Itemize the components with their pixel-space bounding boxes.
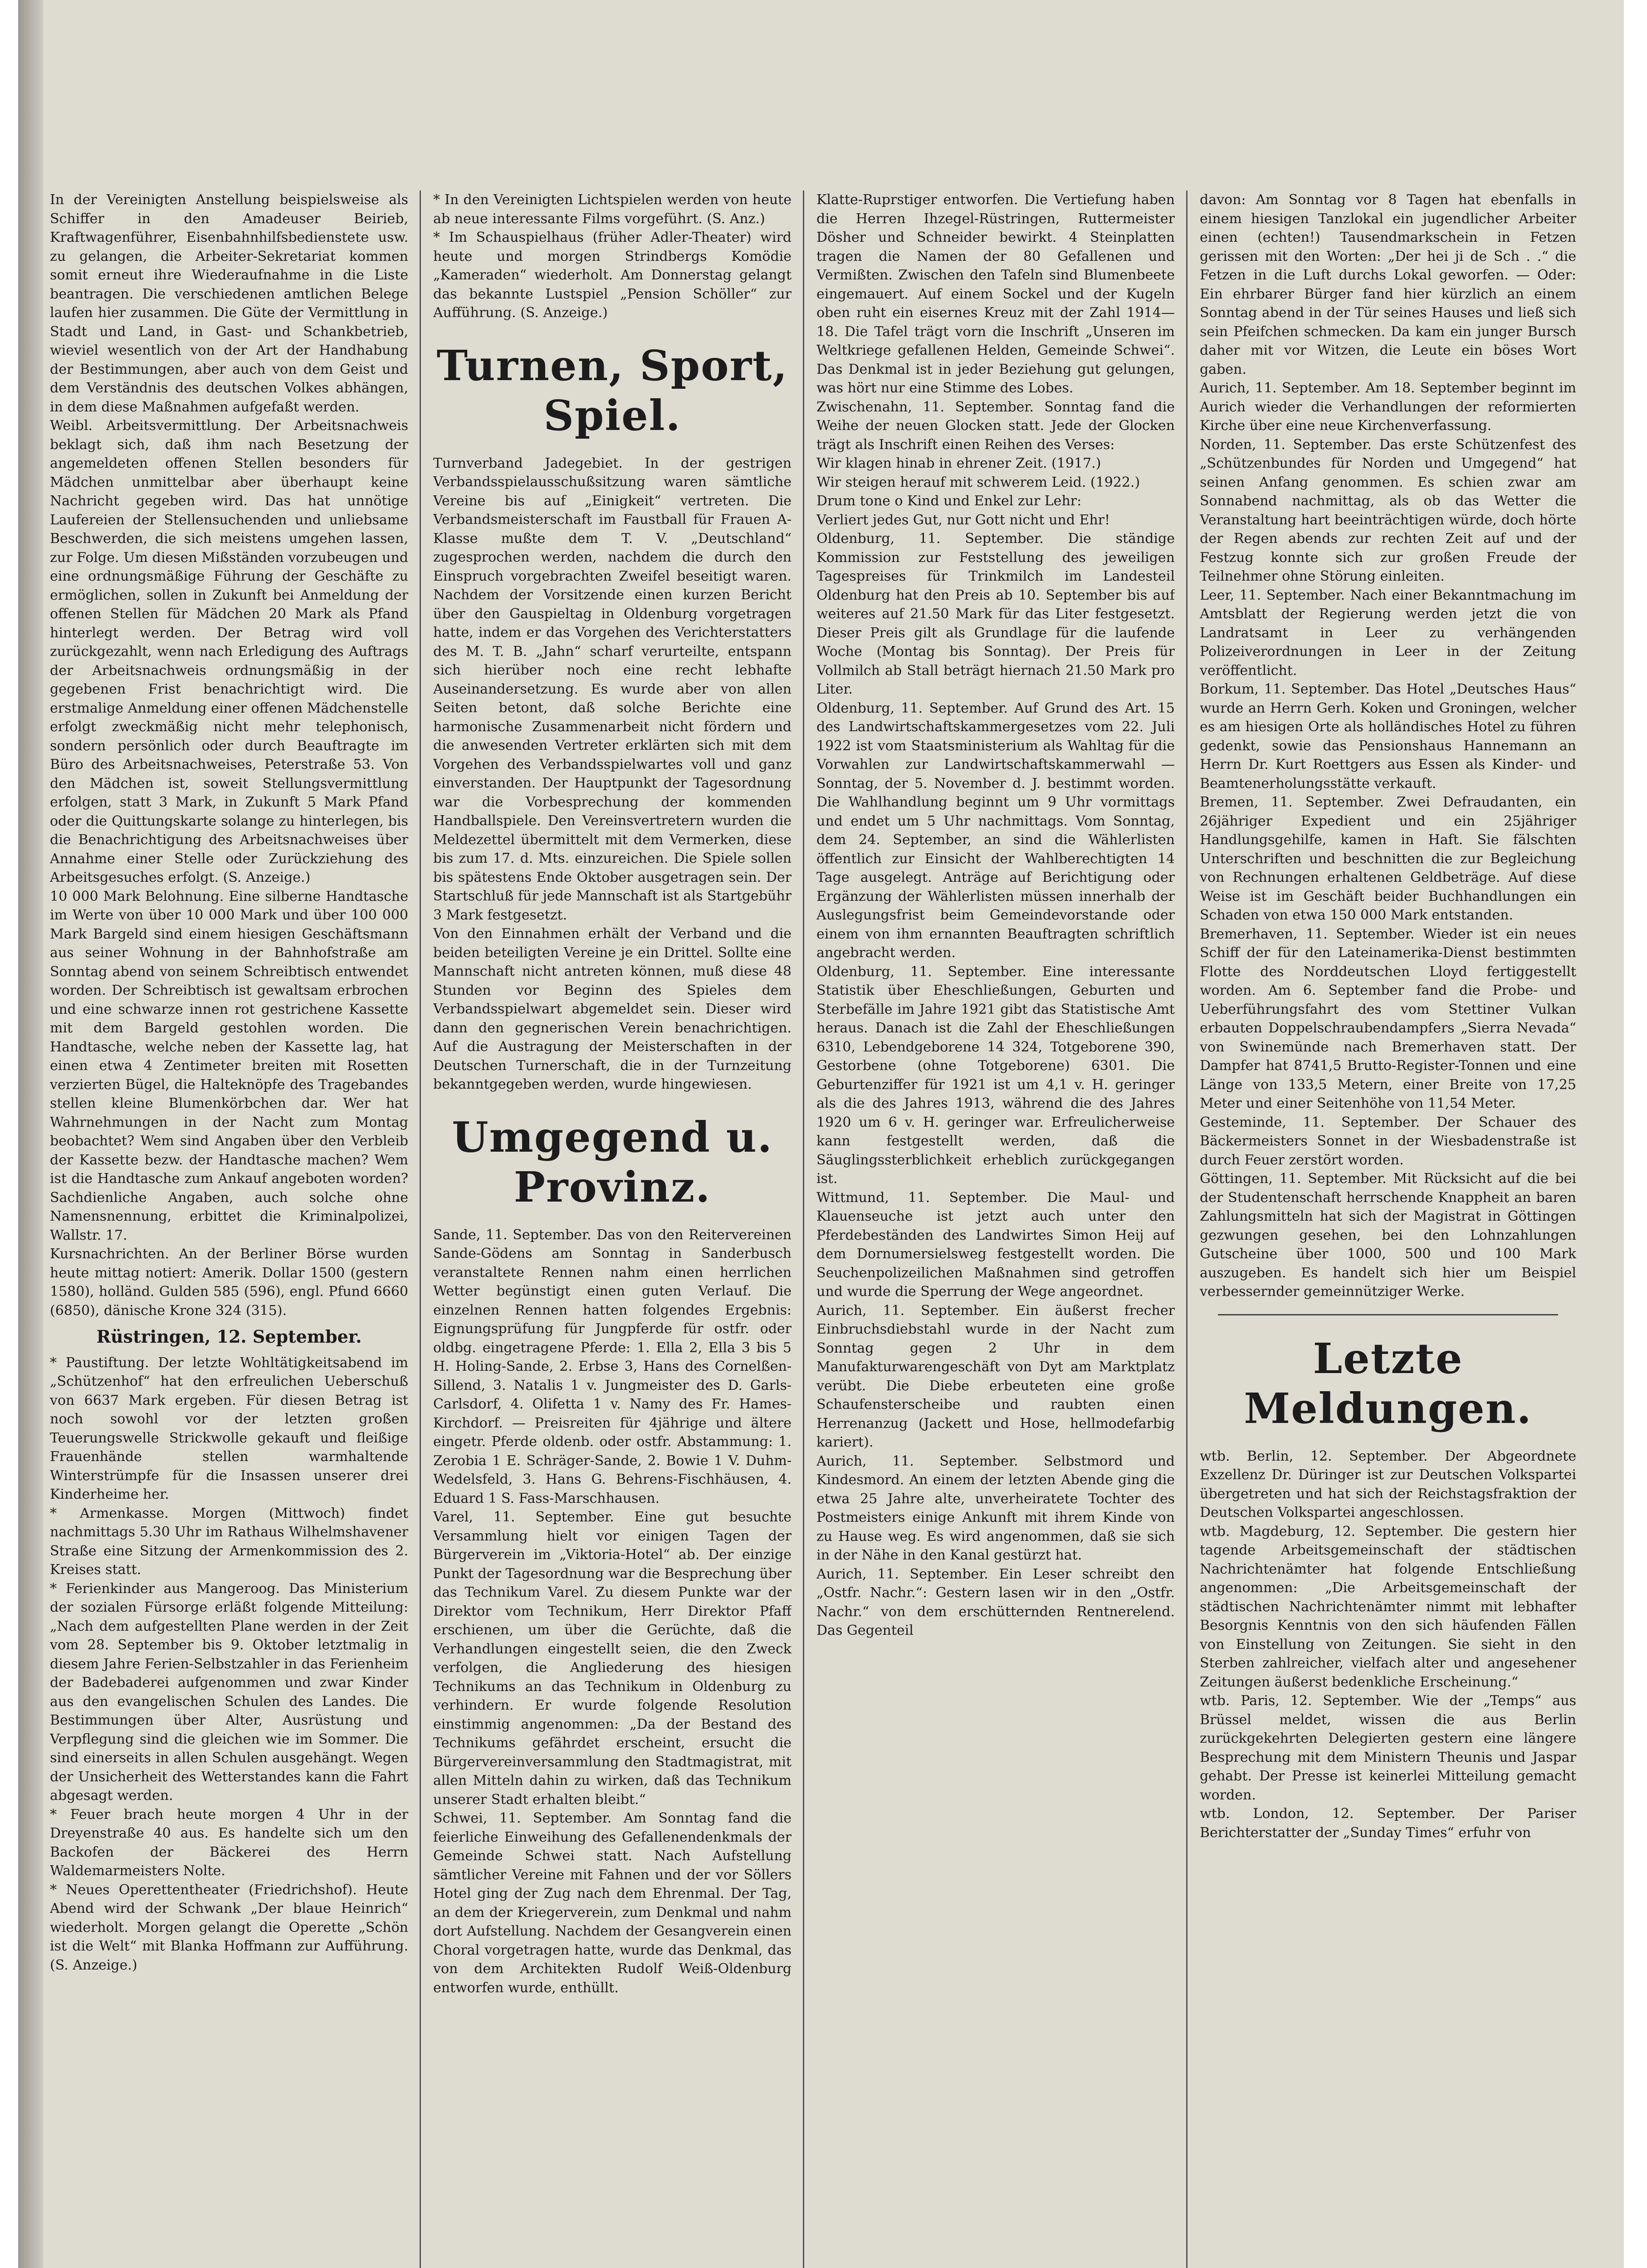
article-paragraph: Oldenburg, 11. September. Auf Grund des Art. 15 des Landwirtschaftskammergesetzes vom 22. Juli 1922 ist vom Staatsministerium als Wahltag für die Vorwahlen zur Landwirtschaftskammerwahl — Sonntag, der 5. November d. J. bestimmt worden. Die Wahlhandlung beginnt um 9 Uhr vormittags und endet um 5 Uhr nachmittags. Vom Sonntag, dem 24. September, an sind die Wählerlisten öffentlich zur Einsicht der Wahlberechtigten 14 Tage ausgelegt. Anträge auf Berichtigung oder Ergänzung der Wählerlisten müssen innerhalb der Auslegungsfrist beim Gemeindevorstande oder einem von ihm ernannten Beauftragten schriftlich angebracht werden. — [816, 700, 1175, 961]
article-paragraph: * In den Vereinigten Lichtspielen werden von heute ab neue interessante Films vorgeführt. (S. Anz.) — [433, 192, 792, 227]
article-paragraph: * Feuer brach heute morgen 4 Uhr in der Dreyenstraße 40 aus. Es handelte sich um den Backofen der Bäckerei des Herrn Waldemarmeisters Nolte. — [50, 1806, 408, 1879]
article-paragraph: * Paustiftung. Der letzte Wohltätigkeitsabend im „Schützenhof“ hat den erfreulichen Ueberschuß von 6637 Mark ergeben. Für diesen Betrag ist noch sowohl vor der letzten großen Teuerungswelle Strickwolle gekauft und fleißige Frauenhände stellen warmhaltende Winterstrümpfe für die Insassen unserer drei Kinderheime her. — [50, 1354, 408, 1502]
column-rule — [420, 191, 421, 2268]
newspaper-scan — [18, 0, 1624, 2268]
newspaper-page — [50, 191, 1588, 2268]
article-paragraph: Aurich, 11. September. Ein äußerst frecher Einbruchsdiebstahl wurde in der Nacht zum Sonntag gegen 2 Uhr in dem Manufakturwarengeschäft von Dyt am Marktplatz verübt. Die Diebe erbeuteten eine große Schaufensterscheibe und raubten einen Herrenanzug (Jackett und Hose, hellmodefarbig kariert). — [816, 1302, 1175, 1450]
article-paragraph: * Armenkasse. Morgen (Mittwoch) findet nachmittags 5.30 Uhr im Rathaus Wilhelmshavener Straße eine Sitzung der Armenkommission des 2. Kreises statt. — [50, 1505, 408, 1578]
article-paragraph: Von den Einnahmen erhält der Verband und die beiden beteiligten Vereine je ein Drittel. Sollte eine Mannschaft nicht antreten können, muß diese 48 Stunden vor Beginn des Spieles dem Verbandsspielwart abgemeldet sein. Dieser wird dann den gegnerischen Verein benachrichtigen. Auf die Austragung der Meisterschaften in der Deutschen Turnerschaft, die in der Turnzeitung bekanntgegeben werden, wurde hingewiesen. — [433, 926, 792, 1092]
article-paragraph: wtb. Berlin, 12. September. Der Abgeordnete Exzellenz Dr. Düringer ist zur Deutschen Volkspartei übergetreten und hat sich der Reichstagsfraktion der Deutschen Volkspartei angeschlossen. — [1200, 1448, 1576, 1520]
column-2 — [433, 191, 792, 2268]
article-paragraph: Aurich, 11. September. Ein Leser schreibt den „Ostfr. Nachr.“: Gestern lasen wir in den „Ostfr. Nachr.“ von dem erschütternden Rentnerelend. Das Gegenteil — [816, 1566, 1175, 1638]
column-1 — [50, 191, 408, 2268]
article-paragraph: Turnverband Jadegebiet. In der gestrigen Verbandsspielausschußsitzung waren sämtliche Vereine bis auf „Einigkeit“ vertreten. Die Verbandsmeisterschaft im Faustball für Frauen A-Klasse mußte dem T. V. „Deutschland“ zugesprochen werden, nachdem die durch den Einspruch vorgebrachten Zweifel beseitigt waren. Nachdem der Vorsitzende einen kurzen Bericht über den Gauspieltag in Oldenburg vorgetragen hatte, indem er das Vorgehen des Verichterstatters des M. T. B. „Jahn“ scharf verurteilte, entspann sich hierüber noch eine recht lebhafte Auseinandersetzung. Es wurde aber von allen Seiten betont, daß solche Berichte eine harmonische Zusammenarbeit nicht fördern und die anwesenden Vertreter erklärten sich mit dem Vorgehen des Verbandsspielwartes voll und ganz einverstanden. Der Hauptpunkt der Tagesordnung war die Vorbesprechung der kommenden Handballspiele. Den Vereinsvertretern wurden die Meldezettel übermittelt mit dem Vermerken, diese bis zum 17. d. Mts. einzureichen. Die Spiele sollen bis spätestens Ende Oktober ausgetragen sein. Der Startschluß für jede Mannschaft ist als Startgebühr 3 Mark festgesetzt. — [433, 455, 792, 923]
article-paragraph: * Neues Operettentheater (Friedrichshof). Heute Abend wird der Schwank „Der blaue Heinrich“ wiederholt. Morgen gelangt die Operette „Schön ist die Welt“ mit Blanka Hoffmann zur Aufführung. (S. Anzeige.) — [50, 1882, 408, 1973]
page-binding-edge — [18, 0, 43, 2268]
article-paragraph: Klatte-Ruprstiger entworfen. Die Vertiefung haben die Herren Ihzegel-Rüstringen, Ruttermeister Dösher und Schneider bewirkt. 4 Steinplatten tragen die Namen der 80 Gefallenen und Vermißten. Zwischen den Tafeln sind Blumenbeete eingemauert. Auf einem Sockel und der Kugeln oben ruht ein eisernes Kreuz mit der Zahl 1914—18. Die Tafel trägt vorn die Inschrift „Unseren im Weltkriege gefallenen Helden, Gemeinde Schwei“. Das Denkmal ist in jeder Beziehung gut gelungen, was hört nur eine Stimme des Lobes. — [816, 192, 1175, 396]
article-paragraph: wtb. Paris, 12. September. Wie der „Temps“ aus Brüssel meldet, wissen die aus Berlin zurückgekehrten Delegierten gestern eine längere Besprechung mit dem Ministern Theunis und Jaspar gehabt. Der Presse ist keinerlei Mitteilung gemacht worden. — [1200, 1693, 1576, 1803]
article-paragraph: Aurich, 11. September. Am 18. September beginnt im Aurich wieder die Verhandlungen der reformierten Kirche über eine neue Kirchenverfassung. — [1200, 380, 1576, 434]
article-paragraph: Varel, 11. September. Eine gut besuchte Versammlung hielt vor einigen Tagen der Bürgerverein im „Viktoria-Hotel“ ab. Der einzige Punkt der Tagesordnung war die Besprechung über das Technikum Varel. Zu diesem Punkte war der Direktor vom Technikum, Herr Direktor Pfaff erschienen, um über die Gerüchte, daß die Verhandlungen eingestellt seien, die den Zweck verfolgen, die Angliederung des hiesigen Technikums an das Technikum in Oldenburg zu verhindern. Er wurde folgende Resolution einstimmig angenommen: „Da der Bestand des Technikums gefährdet erscheint, ersucht die Bürgervereinversammlung den Stadtmagistrat, mit allen Mitteln dahin zu wirken, daß das Technikum unserer Stadt erhalten bleibt.“ — [433, 1509, 792, 1808]
article-paragraph: Wittmund, 11. September. Die Maul- und Klauenseuche ist jetzt auch unter den Pferdebeständen des Landwirtes Simon Heij auf dem Dornumersielsweg festgestellt worden. Die Seuchenpolizeilichen Maßnahmen sind getroffen und wurde die Sperrung der Wege angeordnet. — [816, 1189, 1175, 1300]
article-paragraph: Schwei, 11. September. Am Sonntag fand die feierliche Einweihung des Gefallenendenkmals der Gemeinde Schwei statt. Nach Aufstellung sämtlicher Vereine mit Fahnen und der vor Söllers Hotel ging der Zug nach dem Ehrenmal. Der Tag, an dem der Kriegerverein, zum Denkmal und nahm dort Aufstellung. Nachdem der Gesangverein einen Choral vorgetragen hatte, wurde das Denkmal, das von dem Architekten Rudolf Weiß-Oldenburg entworfen wurde, enthüllt. — [433, 1810, 792, 1996]
article-paragraph: Gesteminde, 11. September. Der Schauer des Bäckermeisters Sonnet in der Wiesbadenstraße ist durch Feuer zerstört worden. — [1200, 1114, 1576, 1168]
article-paragraph: Sande, 11. September. Das von den Reitervereinen Sande-Gödens am Sonntag in Sanderbusch veranstaltete Rennen nahm einen herrlichen Wetter begünstigt einen guten Verlauf. Die einzelnen Rennen hatten folgendes Ergebnis: Eignungsprüfung für Jungpferde für ostfr. oder oldbg. eingetragene Pferde: 1. Ella 2, Ella 3 bis 5 H. Holing-Sande, 2. Erbse 3, Hans des Cornelßen-Sillend, 3. Natalis 1 v. Jungmeister des D. Garls-Carlsdorf, 4. Olifetta 1 v. Namy des Fr. Hames-Kirchdorf. — Preisreiten für 4jährige und ältere eingetr. Pferde oldenb. oder ostfr. Abstammung: 1. Zerobia 1 E. Schräger-Sande, 2. Bowie 1 V. Duhm-Wedelsfeld, 3. Hans G. Behrens-Fischhäusen, 4. Eduard 1 S. Fass-Marschhausen. — [433, 1227, 792, 1506]
article-paragraph: davon: Am Sonntag vor 8 Tagen hat ebenfalls in einem hiesigen Tanzlokal ein jugendlicher Arbeiter einen (echten!) Tausendmarkschein in Fetzen gerissen mit den Worten: „Der hei ji de Sch . .“ die Fetzen in die Luft durchs Lokal geworfen. — Oder: Ein ehrbarer Bürger fand hier kürzlich an einem Sonntag abend in der Tür seines Hauses und ließ sich sein Pfeifchen schmecken. Da kam ein junger Bursch daher mit vor Witzen, die Leute ein böses Wort gaben. — [1200, 192, 1576, 377]
article-paragraph: Norden, 11. September. Das erste Schützenfest des „Schützenbundes für Norden und Umgegend“ hat seinen Anfang genommen. Es schien zwar am Sonnabend nachmittag, als ob das Wetter die Veranstaltung hart beeinträchtigen würde, doch hörte der Regen abends zur rechten Zeit auf und der Festzug konnte sich zur großen Freude der Teilnehmer ohne Störung einleiten. — [1200, 436, 1576, 584]
dateline-heading: Rüstringen, 12. September. — [96, 1326, 362, 1347]
article-paragraph: Zwischenahn, 11. September. Sonntag fand die Weihe der neuen Glocken statt. Jede der Glocken trägt als Inschrift einen Reihen des Verses: Wir klagen hinab in ehrener Zeit. (1917.) Wir steigen herauf mit schwerem Leid. (1922.) Drum tone o Kind und Enkel zur Lehr: Verliert jedes Gut, nur Gott nicht und Ehr! — [816, 399, 1175, 528]
article-paragraph: Kursnachrichten. An der Berliner Börse wurden heute mittag notiert: Amerik. Dollar 1500 (gestern 1580), holländ. Gulden 585 (596), engl. Pfund 6660 (6850), dänische Krone 324 (315). — [50, 1246, 408, 1319]
article-paragraph: Bremerhaven, 11. September. Wieder ist ein neues Schiff der für den Lateinamerika-Dienst bestimmten Flotte des Norddeutschen Lloyd fertiggestellt worden. Am 6. September fand die Probe- und Ueberführungsfahrt des vom Stettiner Vulkan erbauten Doppelschraubendampfers „Sierra Nevada“ von Swinemünde nach Bremerhaven statt. Der Dampfer hat 8741,5 Brutto-Register-Tonnen und eine Länge von 133,5 Metern, einer Breite von 17,25 Meter und einer Seitenhöhe von 11,54 Meter. — [1200, 926, 1576, 1111]
section-heading-sport: Turnen, Sport, Spiel. — [436, 341, 788, 440]
article-paragraph: * Im Schauspielhaus (früher Adler-Theater) wird heute und morgen Strindbergs Komödie „Kameraden“ wiederholt. Am Donnerstag gelangt das bekannte Lustspiel „Pension Schöller“ zur Aufführung. (S. Anzeige.) — [433, 230, 792, 321]
column-3 — [816, 191, 1175, 2268]
article-paragraph: Göttingen, 11. September. Mit Rücksicht auf die bei der Studentenschaft herrschende Knappheit an baren Zahlungsmitteln hat sich der Magistrat in Göttingen gezwungen gesehen, bei den Lohnzahlungen Gutscheine über 1000, 500 und 100 Mark auszugeben. Es handelt sich hier um Beispiel verbessernder gemeinnütziger Werke. — [1200, 1171, 1576, 1300]
section-heading-latest: Letzte Meldungen. — [1244, 1334, 1532, 1433]
section-heading-province: Umgegend u. Provinz. — [452, 1112, 773, 1212]
article-paragraph: Borkum, 11. September. Das Hotel „Deutsches Haus“ wurde an Herrn Gerh. Koken und Groningen, welcher es am hiesigen Orte als holländisches Hotel zu führen gedenkt, sowie das Pensionshaus Hannemann an Herrn Dr. Kurt Roettgers aus Essen als Kinder- und Beamtenerholungsstätte verkauft. — [1200, 681, 1576, 792]
article-paragraph: wtb. London, 12. September. Der Pariser Berichterstatter der „Sunday Times“ erfuhr von — [1200, 1806, 1576, 1841]
column-4 — [1200, 191, 1576, 2268]
article-paragraph: In der Vereinigten Anstellung beispielsweise als Schiffer in den Amadeuser Beirieb, Kraftwagenführer, Eisenbahnhilfsbedienstete usw. zu gelangen, die Arbeiter-Sekretariat kommen somit erneut ihre Wiederaufnahme in die Liste beantragen. Die verschiedenen amtlichen Belege laufen hier zusammen. Die Güte der Vermittlung in Stadt und Land, in Gast- und Schankbetrieb, wieviel wesentlich von der Art der Handhabung der Bestimmungen, aber auch von dem Geist und dem Verständnis des deutschen Volkes abhängen, in dem diese Maßnahmen aufgefaßt werden. — [50, 192, 408, 415]
article-paragraph: Weibl. Arbeitsvermittlung. Der Arbeitsnachweis beklagt sich, daß ihm nach Besetzung der angemeldeten offenen Stellen besonders für Mädchen unmittelbar aber überhaupt keine Nachricht gegeben wird. Das hat unnötige Laufereien der Stellensuchenden und unliebsame Beschwerden, die sich meistens umgehen lassen, zur Folge. Um diesen Mißständen vorzubeugen und eine ordnungsmäßige Führung der Geschäfte zu ermöglichen, sollen in Zukunft bei Anmeldung der offenen Stellen für Mädchen 20 Mark als Pfand hinterlegt werden. Der Betrag wird voll zurückgezahlt, wenn nach Erledigung des Auftrags der Arbeitsnachweis ordnungsmäßig in der gegebenen Frist benachrichtigt wird. Die erstmalige Anmeldung einer offenen Mädchenstelle erfolgt zweckmäßig nicht mehr telephonisch, sondern persönlich oder durch Beauftragte im Büro des Arbeitsnachweises, Peterstraße 53. Von den Mädchen ist, soweit Stellungsvermittlung erfolgen, statt 3 Mark, in Zukunft 5 Mark Pfand oder die Quittungskarte solange zu hinterlegen, bis die Benachrichtigung des Arbeitsnachweises über Annahme einer Stelle oder Zurückziehung des Arbeitsgesuches erfolgt. (S. Anzeige.) — [50, 418, 408, 885]
article-paragraph: Oldenburg, 11. September. Die ständige Kommission zur Feststellung des jeweiligen Tagespreises für Trinkmilch im Landesteil Oldenburg hat den Preis ab 10. September bis auf weiteres auf 21.50 Mark für das Liter festgesetzt. Dieser Preis gilt als Grundlage für die laufende Woche (Montag bis Sonntag). Der Preis für Vollmilch ab Stall beträgt hiernach 21.50 Mark pro Liter. — [816, 531, 1175, 697]
column-rule — [803, 191, 804, 2268]
article-paragraph: * Ferienkinder aus Mangeroog. Das Ministerium der sozialen Fürsorge erläßt folgende Mitteilung: „Nach dem aufgestellten Plane werden in der Zeit vom 28. September bis 9. Oktober letztmalig in diesem Jahre Ferien-Selbstzahler in das Ferienheim der Badebaderei aufgenommen und zwar Kinder aus den evangelischen Schulen des Landes. Die Bestimmungen über Alter, Ausrüstung und Verpflegung sind die gleichen wie im Sommer. Die sind einerseits in allen Schulen ausgehängt. Wegen der Unsicherheit des Wetterstandes kann die Fahrt abgesagt werden. — [50, 1580, 408, 1804]
article-paragraph: Bremen, 11. September. Zwei Defraudanten, ein 26jähriger Expedient und ein 25jähriger Handlungsgehilfe, kamen in Haft. Sie fälschten Unterschriften und beschnitten die zur Begleichung von Rechnungen erhaltenen Geldbeträge. Auf diese Weise ist im Geschäft beider Buchhandlungen ein Schaden von etwa 150 000 Mark entstanden. — [1200, 794, 1576, 923]
article-paragraph: wtb. Magdeburg, 12. September. Die gestern hier tagende Arbeitsgemeinschaft der städtischen Nachrichtenämter hat folgende Entschließung angenommen: „Die Arbeitsgemeinschaft der städtischen Nachrichtenämter nimmt mit lebhafter Besorgnis Kenntnis von den sich häufenden Fällen von Einstellung von Zeitungen. Sie sieht in den Sterben zahlreicher, vielfach alter und angesehener Zeitungen äußerst bedenkliche Erscheinung.“ — [1200, 1523, 1576, 1690]
article-paragraph: Aurich, 11. September. Selbstmord und Kindesmord. An einem der letzten Abende ging die etwa 25 Jahre alte, unverheiratete Tochter des Postmeisters einige Ankunft mit ihrem Kinde von zu Hause weg. Es wird angenommen, daß sie sich in der Nähe in den Kanal gestürzt hat. — [816, 1453, 1175, 1563]
article-paragraph: Oldenburg, 11. September. Eine interessante Statistik über Eheschließungen, Geburten und Sterbefälle im Jahre 1921 gibt das Statistische Amt heraus. Danach ist die Zahl der Eheschließungen 6310, Lebendgeborene 14 324, Totgeborene 390, Gestorbene (ohne Totgeborene) 6301. Die Geburtenziffer für 1921 ist um 4,1 v. H. geringer als die des Jahres 1913, während die des Jahres 1920 um 6 v. H. geringer war. Erfreulicherweise kann festgestellt werden, daß die Säuglingssterblichkeit erheblich zurückgegangen ist. — [816, 963, 1175, 1187]
section-divider — [1218, 1314, 1558, 1315]
article-paragraph: Leer, 11. September. Nach einer Bekanntmachung im Amtsblatt der Regierung werden jetzt die von Landratsamt in Leer zu verhängenden Polizeiverordnungen in Leer in der Zeitung veröffentlicht. — [1200, 587, 1576, 679]
article-paragraph: 10 000 Mark Belohnung. Eine silberne Handtasche im Werte von über 10 000 Mark und über 100 000 Mark Bargeld sind einem hiesigen Geschäftsmann aus seiner Wohnung in der Bahnhofstraße am Sonntag abend von seinem Schreibtisch entwendet worden. Der Schreibtisch ist gewaltsam erbrochen und eine schwarze innen rot gestrichene Kassette mit dem Bargeld gestohlen worden. Die Handtasche, welche neben der Kassette lag, hat einen etwa 4 Zentimeter breiten mit Rosetten verzierten Bügel, die Halteknöpfe des Tragebandes stellen kleine Blumenkörbchen dar. Wer hat Wahrnehmungen in der Nacht zum Montag beobachtet? Wem sind Angaben über den Verbleib der Kassette bezw. der Handtasche machen? Wem ist die Handtasche zum Ankauf angeboten worden? Sachdienliche Angaben, auch solche ohne Namensnennung, erbittet die Kriminalpolizei, Wallstr. 17. — [50, 888, 408, 1243]
column-rule — [1186, 191, 1188, 2268]
